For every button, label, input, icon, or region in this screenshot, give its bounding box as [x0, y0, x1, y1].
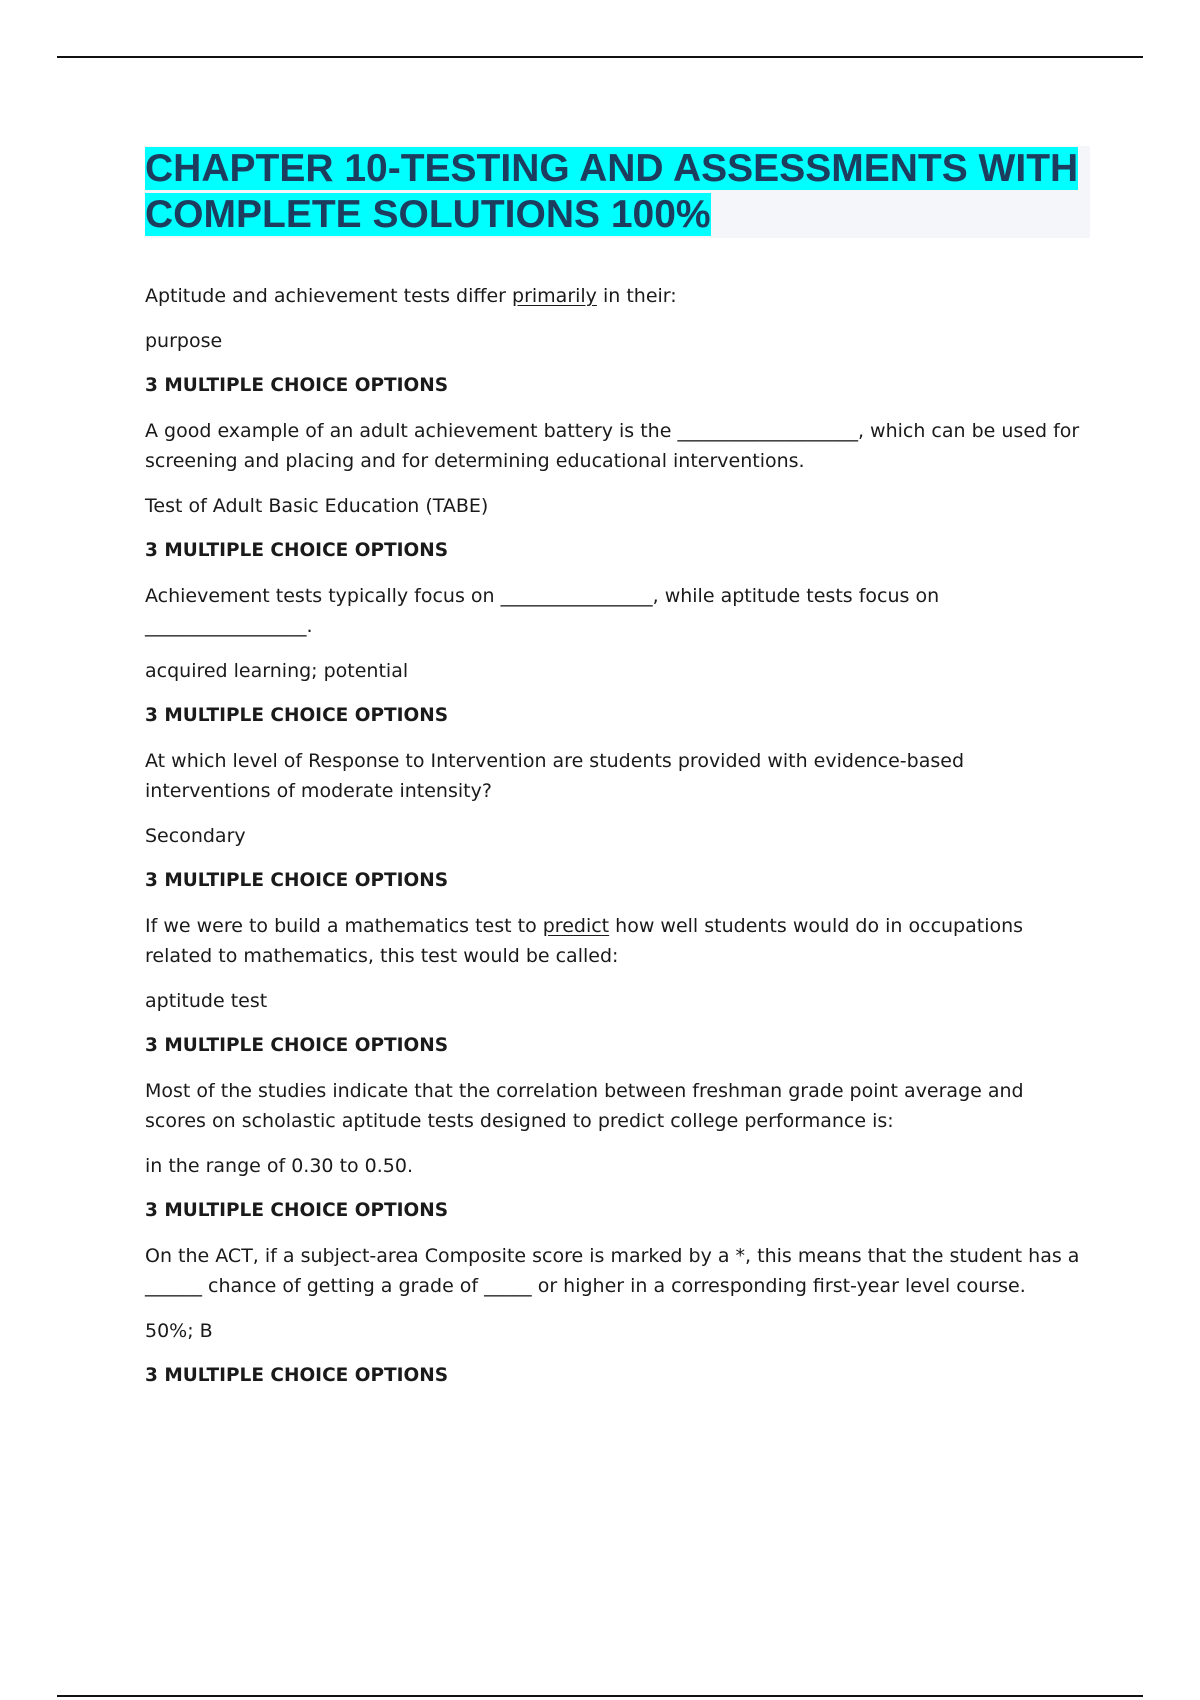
qa-item-5 [145, 911, 1080, 1061]
qa-item-7 [145, 1241, 1080, 1391]
title-highlight: CHAPTER 10-TESTING AND ASSESSMENTS WITH COMPLETE SOLUTIONS 100% [145, 147, 1079, 236]
answer-text: 50%; B [145, 1320, 213, 1342]
question-text: At which level of Response to Intervention are students provided with evidence-based interventions of moderate intensity? [145, 750, 965, 802]
question-text-part: how well students would do in occupations related to mathematics, this test would be called: [145, 915, 1024, 967]
question-text: Achievement tests typically focus on ________________, while aptitude tests focus on _________________. [145, 585, 940, 637]
question-text-part: If we were to build a mathematics test to [145, 915, 543, 937]
qa-item-2 [145, 416, 1080, 566]
question-text: A good example of an adult achievement battery is the ___________________, which can be used for screening and placing and for determining educational interventions. [145, 420, 1080, 472]
qa-item-3 [145, 581, 1080, 731]
answer-text: acquired learning; potential [145, 660, 409, 682]
options-label: 3 MULTIPLE CHOICE OPTIONS [145, 870, 449, 891]
qa-item-4 [145, 746, 1080, 896]
footer-rule [57, 1695, 1143, 1697]
question-text-part: Aptitude and achievement tests differ [145, 285, 513, 307]
question-text: On the ACT, if a subject-area Composite score is marked by a *, this means that the student has a ______ chance of getting a grade of _____ or higher in a corresponding first-year level course. [145, 1245, 1080, 1297]
options-label: 3 MULTIPLE CHOICE OPTIONS [145, 375, 449, 396]
question-text [145, 911, 1080, 971]
options-label: 3 MULTIPLE CHOICE OPTIONS [145, 1035, 449, 1056]
title-block [145, 146, 1090, 238]
question-text [145, 281, 1080, 311]
underlined-term: predict [542, 915, 610, 937]
options-label: 3 MULTIPLE CHOICE OPTIONS [145, 705, 449, 726]
header-rule [57, 56, 1143, 58]
question-text: Most of the studies indicate that the correlation between freshman grade point average and scores on scholastic aptitude tests designed to predict college performance is: [145, 1080, 1024, 1132]
question-text-part: in their: [596, 285, 677, 307]
document-title [145, 146, 1090, 238]
answer-text: Secondary [145, 825, 246, 847]
underlined-term: primarily [512, 285, 597, 307]
options-label: 3 MULTIPLE CHOICE OPTIONS [145, 1365, 449, 1386]
answer-text: in the range of 0.30 to 0.50. [145, 1155, 414, 1177]
answer-text: aptitude test [145, 990, 268, 1012]
qa-item-1 [145, 281, 1080, 401]
question-list [145, 281, 1080, 1406]
qa-item-6 [145, 1076, 1080, 1226]
options-label: 3 MULTIPLE CHOICE OPTIONS [145, 540, 449, 561]
answer-text: purpose [145, 330, 223, 352]
options-label: 3 MULTIPLE CHOICE OPTIONS [145, 1200, 449, 1221]
answer-text: Test of Adult Basic Education (TABE) [145, 495, 489, 517]
